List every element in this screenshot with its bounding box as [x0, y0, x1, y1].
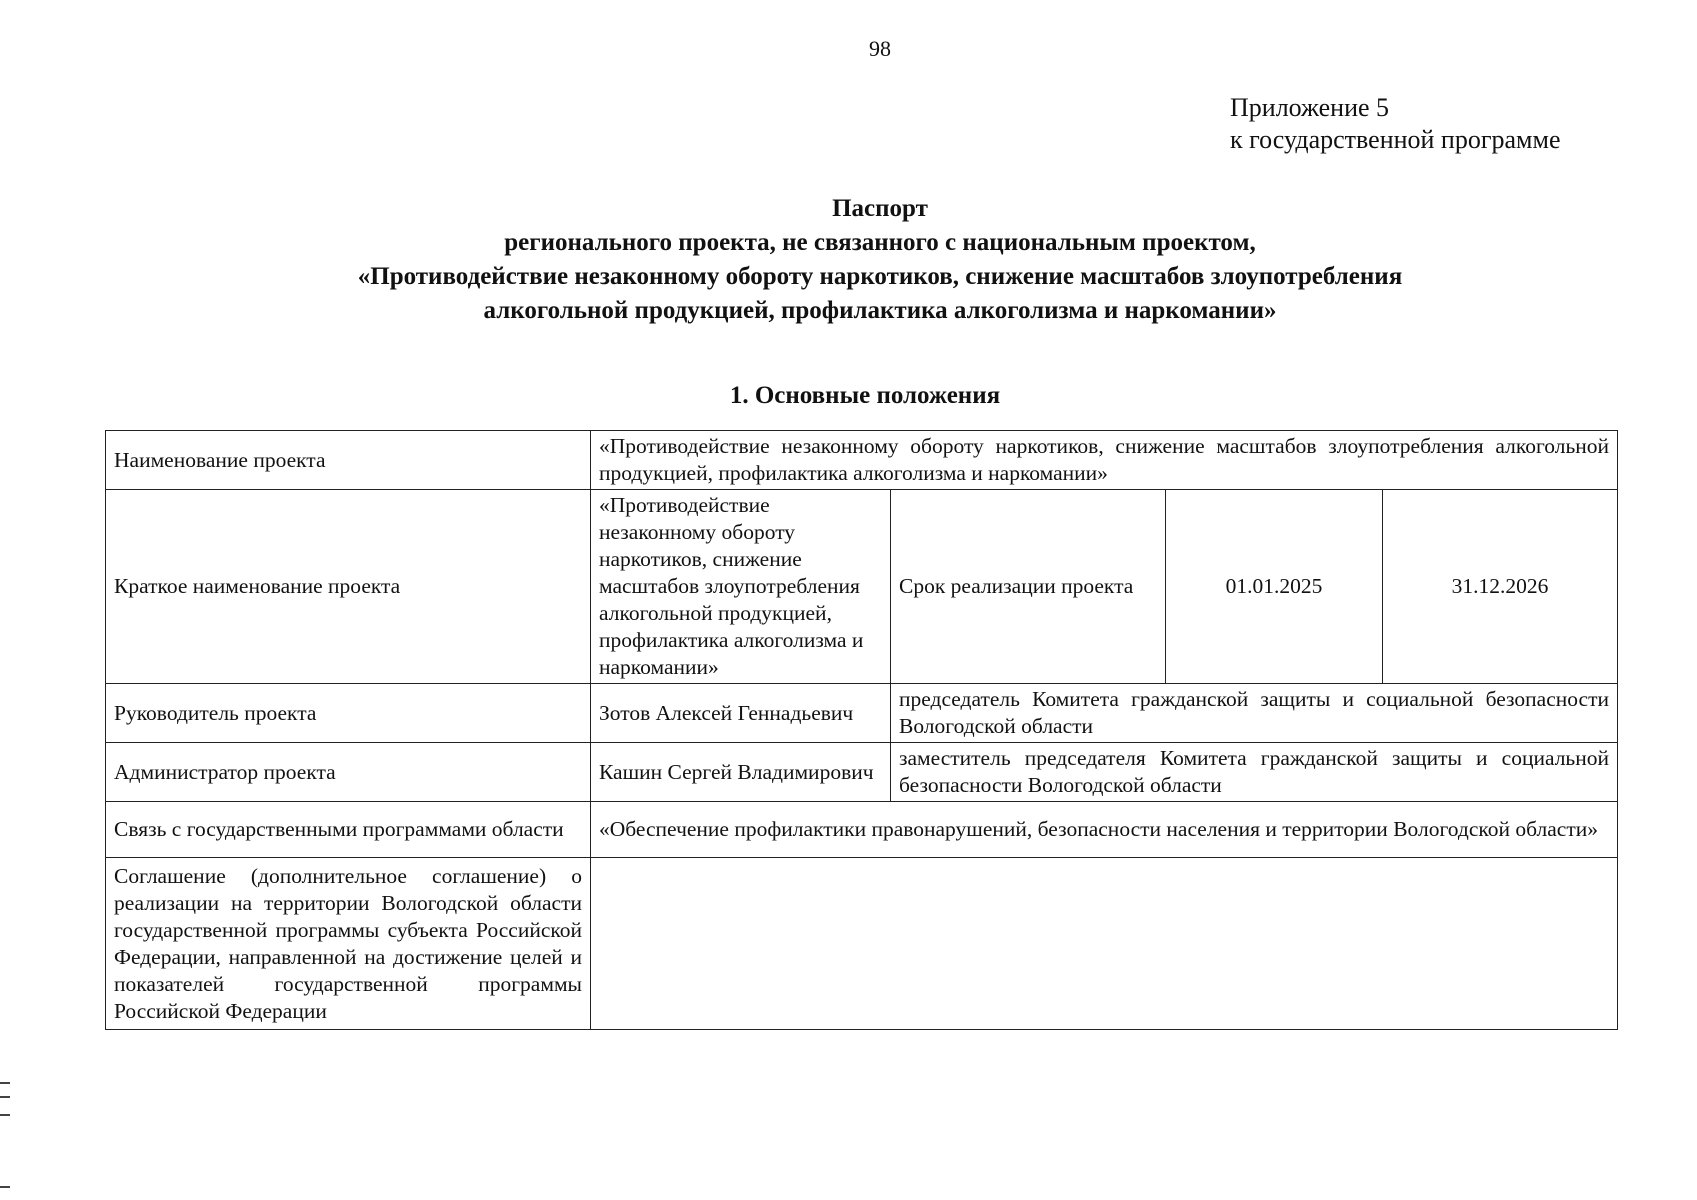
appendix-line-2: к государственной программе: [1230, 125, 1561, 154]
title-line-4: алкогольной продукцией, профилактика алкоголизма и наркомании»: [483, 297, 1277, 324]
leader-name: Зотов Алексей Геннадьевич: [591, 684, 891, 743]
agreement-value: [591, 858, 1618, 1030]
term-label: Срок реализации проекта: [891, 490, 1166, 684]
appendix-note: [1230, 92, 1561, 156]
project-name-label: Наименование проекта: [106, 431, 591, 490]
table-row-state-programs: [106, 802, 1618, 858]
appendix-line-1: Приложение 5: [1230, 93, 1390, 122]
passport-table: [105, 430, 1618, 1030]
table-row-short-name: [106, 490, 1618, 684]
section-heading: 1. Основные положения: [729, 382, 1001, 409]
state-programs-value: «Обеспечение профилактики правонарушений, безопасности населения и территории Вологодской области»: [591, 802, 1618, 858]
administrator-label: Администратор проекта: [106, 743, 591, 802]
state-programs-label: Связь с государственными программами области: [106, 802, 591, 858]
document-title: [0, 192, 1697, 328]
start-date: 01.01.2025: [1166, 490, 1383, 684]
title-line-3: «Противодействие незаконному обороту наркотиков, снижение масштабов злоупотребления: [357, 263, 1403, 290]
scan-edge-mark: [0, 1186, 10, 1188]
short-name-label: Краткое наименование проекта: [106, 490, 591, 684]
table-row-project-name: [106, 431, 1618, 490]
short-name-value: «Противодействие незаконному обороту наркотиков, снижение масштабов злоупотребления алкогольной продукцией, профилактика алкоголизма и наркомании»: [591, 490, 891, 684]
table-row-agreement: [106, 858, 1618, 1030]
agreement-label: Соглашение (дополнительное соглашение) о реализации на территории Вологодской области государственной программы субъекта Российской Федерации, направленной на достижение целей и показателей государственной программы Российской Федерации: [106, 858, 591, 1030]
leader-position: председатель Комитета гражданской защиты и социальной безопасности Вологодской области: [891, 684, 1618, 743]
scan-edge-marks: [0, 1082, 10, 1116]
leader-label: Руководитель проекта: [106, 684, 591, 743]
page-number: 98: [869, 36, 891, 61]
table-row-leader: [106, 684, 1618, 743]
title-line-2: регионального проекта, не связанного с национальным проектом,: [504, 229, 1256, 256]
title-line-1: Паспорт: [832, 195, 928, 222]
table-row-administrator: [106, 743, 1618, 802]
administrator-name: Кашин Сергей Владимирович: [591, 743, 891, 802]
project-name-value: «Противодействие незаконному обороту наркотиков, снижение масштабов злоупотребления алкогольной продукцией, профилактика алкоголизма и наркомании»: [591, 431, 1618, 490]
end-date: 31.12.2026: [1383, 490, 1618, 684]
administrator-position: заместитель председателя Комитета гражданской защиты и социальной безопасности Вологодской области: [891, 743, 1618, 802]
